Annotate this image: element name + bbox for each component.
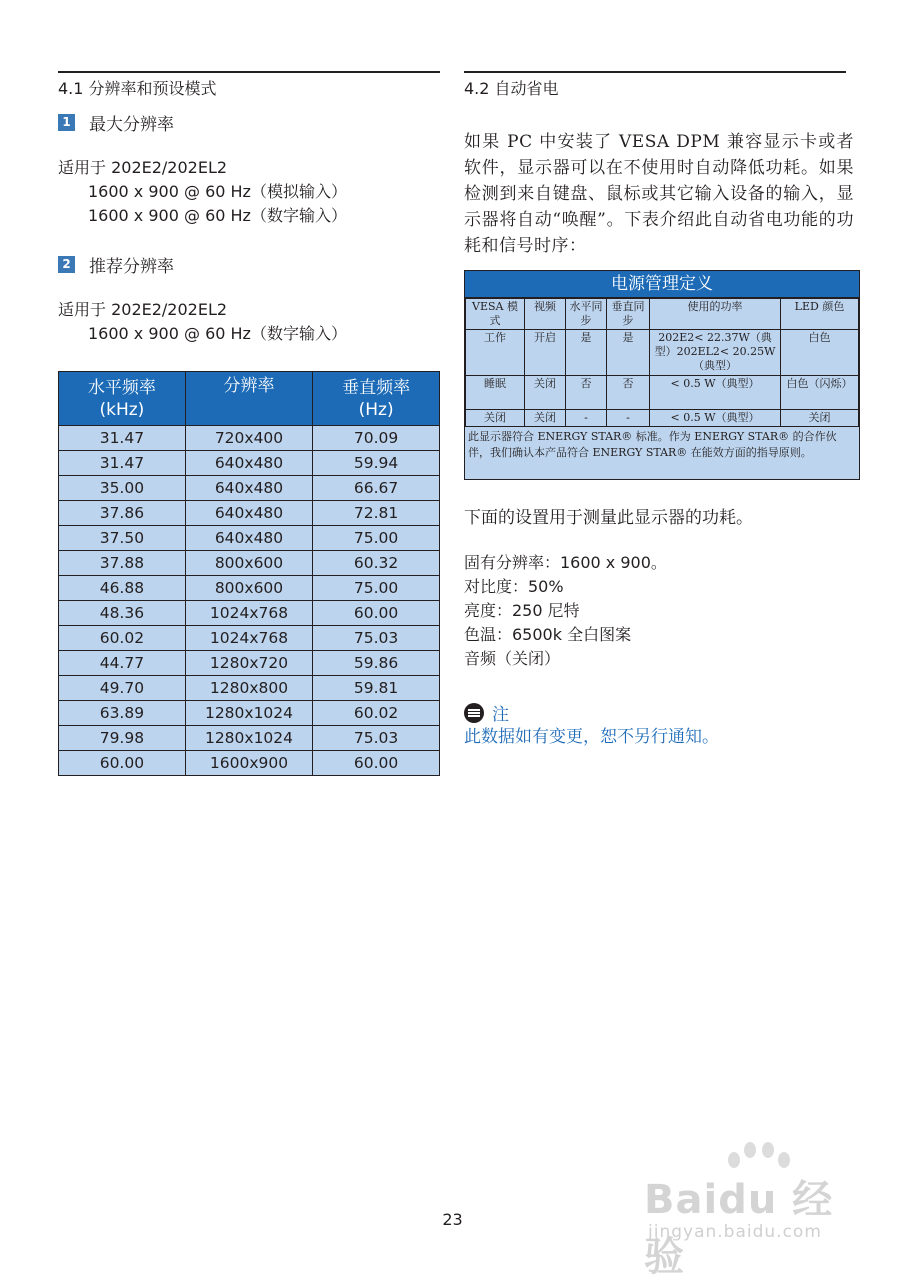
cell: 1024x768 — [185, 601, 312, 626]
note-title: 注 — [492, 705, 509, 725]
cell: 37.86 — [59, 501, 186, 526]
cell: 44.77 — [59, 651, 186, 676]
header-video: 视频 — [525, 299, 566, 330]
cell: 59.86 — [313, 651, 440, 676]
cell: - — [607, 410, 650, 427]
table-row — [59, 426, 440, 451]
header-v-freq-unit: (Hz) — [358, 399, 394, 420]
cell: 关闭 — [781, 410, 859, 427]
max-res-line-1: 1600 x 900 @ 60 Hz（模拟输入） — [88, 182, 347, 201]
header-h-freq-label: 水平频率 — [87, 377, 156, 398]
cell: 60.32 — [313, 551, 440, 576]
max-resolution-title: 最大分辨率 — [89, 115, 174, 135]
table-row — [59, 676, 440, 701]
max-res-line-2: 1600 x 900 @ 60 Hz（数字输入） — [88, 206, 347, 225]
cell: 60.00 — [313, 751, 440, 776]
header-resolution-label: 分辨率 — [223, 376, 275, 396]
cell: 1280x1024 — [185, 701, 312, 726]
header-h-freq-unit: (kHz) — [99, 399, 145, 420]
left-section-title: 4.1 分辨率和预设模式 — [58, 79, 217, 98]
setting-resolution: 固有分辨率：1600 x 900。 — [464, 553, 667, 572]
header-power-used: 使用的功率 — [650, 299, 781, 330]
cell: 59.94 — [313, 451, 440, 476]
cell: 60.02 — [59, 626, 186, 651]
cell: - — [566, 410, 607, 427]
table-row — [59, 526, 440, 551]
cell: 46.88 — [59, 576, 186, 601]
cell: 49.70 — [59, 676, 186, 701]
cell: 60.02 — [313, 701, 440, 726]
max-resolution-heading — [58, 110, 174, 135]
cell: 720x400 — [185, 426, 312, 451]
header-resolution — [185, 372, 312, 426]
header-vesa-mode: VESA 模式 — [466, 299, 525, 330]
cell: 1600x900 — [185, 751, 312, 776]
header-h-freq — [59, 372, 186, 426]
cell: 37.88 — [59, 551, 186, 576]
cell: 66.67 — [313, 476, 440, 501]
setting-color-temp: 色温：6500k 全白图案 — [464, 625, 632, 644]
frequency-table-header — [59, 372, 440, 426]
cell: 关闭 — [525, 410, 566, 427]
watermark-main: Baidu 经验 — [644, 1177, 834, 1280]
cell: 1280x1024 — [185, 726, 312, 751]
table-row — [59, 601, 440, 626]
cell: 否 — [607, 376, 650, 410]
cell: 59.81 — [313, 676, 440, 701]
left-section-rule — [58, 71, 440, 73]
badge-1: 1 — [58, 114, 75, 131]
cell: 75.00 — [313, 526, 440, 551]
auto-power-intro: 如果 PC 中安装了 VESA DPM 兼容显示卡或者软件，显示器可以在不使用时自动降低功耗。如果检测到来自键盘、鼠标或其它输入设备的输入，显示器将自动“唤醒”。下表介绍此自动省电功能的功耗和信号时序： — [464, 132, 854, 256]
measure-intro: 下面的设置用于测量此显示器的功耗。 — [464, 508, 753, 528]
rec-resolution-heading — [58, 252, 174, 277]
cell: 72.81 — [313, 501, 440, 526]
cell: 640x480 — [185, 501, 312, 526]
cell: 75.03 — [313, 726, 440, 751]
page-number: 23 — [442, 1210, 463, 1229]
cell: 白色（闪烁） — [781, 376, 859, 410]
note-icon — [464, 703, 484, 723]
note-text: 此数据如有变更，恕不另行通知。 — [464, 727, 719, 747]
header-v-freq-label: 垂直频率 — [342, 377, 411, 398]
table-row — [59, 476, 440, 501]
cell: 是 — [566, 330, 607, 376]
cell: 1280x720 — [185, 651, 312, 676]
header-v-freq — [313, 372, 440, 426]
table-row — [59, 751, 440, 776]
table-row — [59, 576, 440, 601]
cell: 79.98 — [59, 726, 186, 751]
cell: 35.00 — [59, 476, 186, 501]
power-table-grid — [465, 298, 859, 427]
setting-contrast: 对比度：50% — [464, 577, 564, 596]
cell: 202E2< 22.37W（典型）202EL2< 20.25W（典型） — [650, 330, 781, 376]
power-table-header — [466, 299, 859, 330]
table-row — [466, 376, 859, 410]
badge-2: 2 — [58, 256, 75, 273]
energy-star-note: 此显示器符合 ENERGY STAR® 标准。作为 ENERGY STAR® 的合作伙伴，我们确认本产品符合 ENERGY STAR® 在能效方面的指导原则。 — [468, 430, 837, 459]
setting-brightness: 亮度：250 尼特 — [464, 601, 580, 620]
cell: 60.00 — [59, 751, 186, 776]
header-h-sync: 水平同步 — [566, 299, 607, 330]
cell: 640x480 — [185, 476, 312, 501]
power-management-table — [464, 270, 860, 480]
cell: 37.50 — [59, 526, 186, 551]
cell: 70.09 — [313, 426, 440, 451]
baidu-watermark — [640, 1140, 870, 1280]
cell: 关闭 — [525, 376, 566, 410]
cell: 白色 — [781, 330, 859, 376]
table-row — [59, 726, 440, 751]
cell: < 0.5 W（典型） — [650, 410, 781, 427]
max-res-applies: 适用于 202E2/202EL2 — [58, 158, 228, 177]
power-table-title: 电源管理定义 — [465, 271, 859, 298]
cell: 关闭 — [466, 410, 525, 427]
cell: 工作 — [466, 330, 525, 376]
cell: 640x480 — [185, 526, 312, 551]
setting-audio: 音频（关闭） — [464, 649, 561, 668]
cell: 31.47 — [59, 451, 186, 476]
cell: 1024x768 — [185, 626, 312, 651]
cell: 是 — [607, 330, 650, 376]
cell: 75.03 — [313, 626, 440, 651]
table-row — [59, 451, 440, 476]
rec-res-line-1: 1600 x 900 @ 60 Hz（数字输入） — [88, 324, 347, 343]
rec-resolution-title: 推荐分辨率 — [89, 257, 174, 277]
table-row — [59, 701, 440, 726]
table-row — [466, 330, 859, 376]
cell: 60.00 — [313, 601, 440, 626]
header-led-color: LED 颜色 — [781, 299, 859, 330]
cell: 800x600 — [185, 551, 312, 576]
cell: 31.47 — [59, 426, 186, 451]
right-section-rule — [464, 71, 846, 73]
cell: 800x600 — [185, 576, 312, 601]
table-row — [59, 551, 440, 576]
cell: 开启 — [525, 330, 566, 376]
cell: 75.00 — [313, 576, 440, 601]
cell: 睡眠 — [466, 376, 525, 410]
table-row — [59, 501, 440, 526]
rec-res-applies: 适用于 202E2/202EL2 — [58, 300, 228, 319]
cell: < 0.5 W（典型） — [650, 376, 781, 410]
right-section-title: 4.2 自动省电 — [464, 79, 559, 98]
cell: 640x480 — [185, 451, 312, 476]
frequency-table — [58, 371, 440, 776]
header-v-sync: 垂直同步 — [607, 299, 650, 330]
cell: 63.89 — [59, 701, 186, 726]
cell: 48.36 — [59, 601, 186, 626]
watermark-sub: jingyan.baidu.com — [648, 1222, 822, 1242]
cell: 否 — [566, 376, 607, 410]
table-row — [466, 410, 859, 427]
table-row — [59, 626, 440, 651]
table-row — [59, 651, 440, 676]
cell: 1280x800 — [185, 676, 312, 701]
